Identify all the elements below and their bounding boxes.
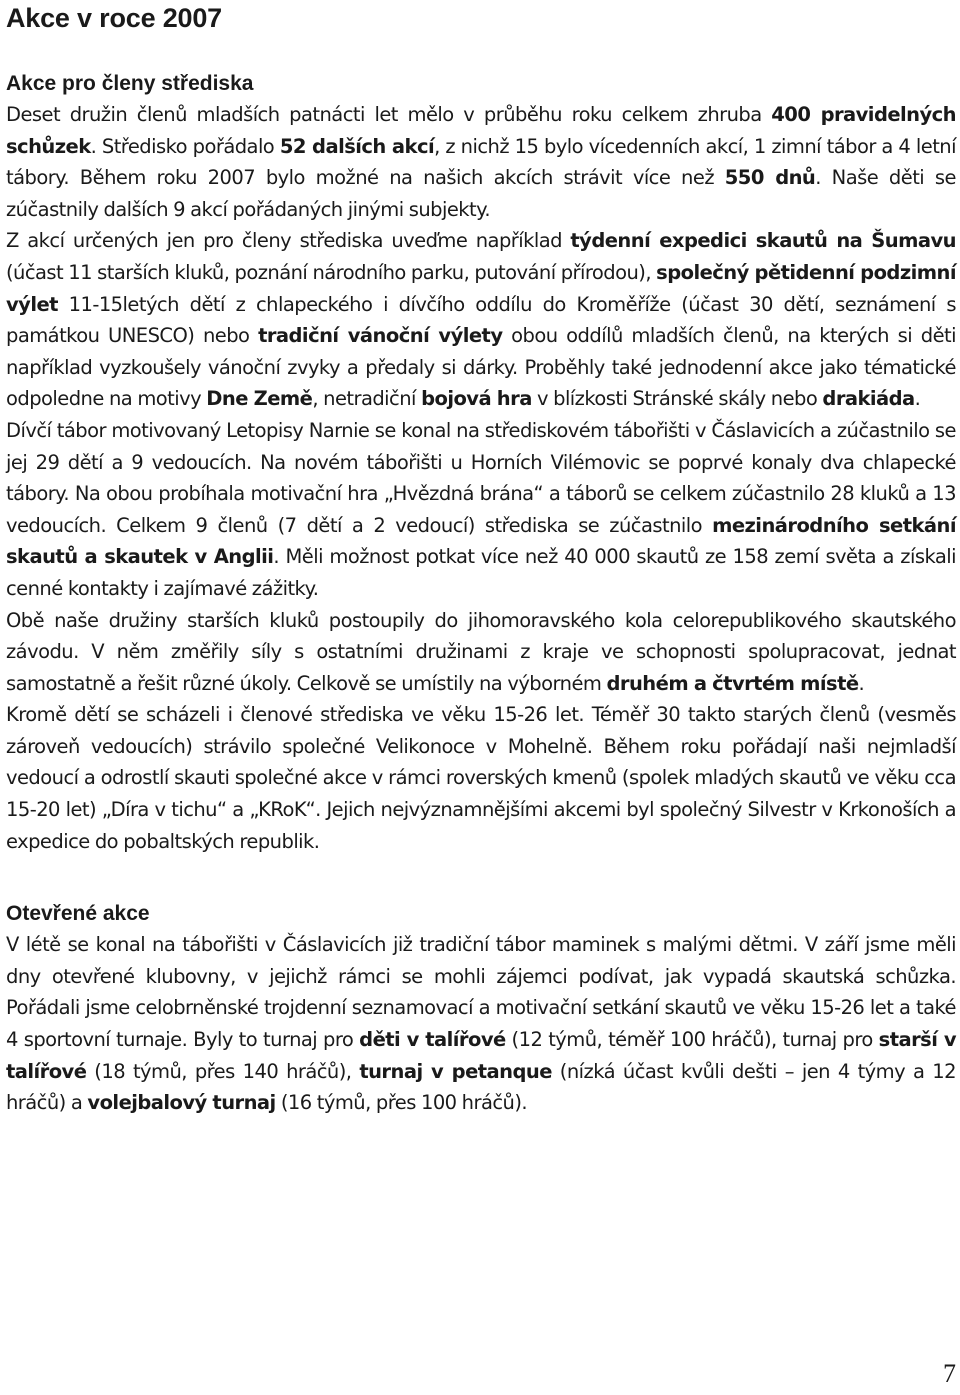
section-heading-open-events: Otevřené akce <box>6 902 150 926</box>
emphasis-text: drakiáda <box>822 387 915 411</box>
text-run: . <box>858 671 865 695</box>
text-run: , z nichž 15 bylo vícedenních akcí, 1 zimní tábor a 4 letní tábory. Během roku 2007 bylo možné na našich akcích strávit více než <box>6 134 956 190</box>
emphasis-text: tradiční vánoční výlety <box>258 324 503 348</box>
text-run: . Měli možnost potkat více než 40 000 skautů ze 158 zemí světa a získali cenné kontakty i zajímavé zážitky. <box>6 545 956 600</box>
text-run: Deset družin členů mladších patnácti let mělo v průběhu roku celkem zhruba <box>6 103 772 126</box>
paragraph <box>6 699 956 857</box>
text-run: (12 týmů, téměř 100 hráčů), turnaj pro <box>505 1028 879 1052</box>
emphasis-text: druhém a čtvrtém místě <box>606 671 859 695</box>
text-run: (18 týmů, přes 140 hráčů), <box>86 1059 360 1083</box>
emphasis-text: mezinárodního setkání skautů a skautek v Anglii <box>6 513 956 569</box>
emphasis-text: týdenní expedici skautů na Šumavu <box>570 229 956 253</box>
emphasis-text: volejbalový turnaj <box>87 1091 276 1115</box>
section-heading-members: Akce pro členy střediska <box>6 72 254 95</box>
text-run: . <box>914 387 921 411</box>
emphasis-text: bojová hra <box>421 387 532 411</box>
page-number: 7 <box>943 1359 956 1388</box>
emphasis-text: 400 pravidelných schůzek <box>6 103 956 158</box>
paragraph <box>6 99 956 225</box>
text-run: Kromě dětí se scházeli i členové střediska ve věku 15-26 let. Téměř 30 takto starých členů (vesměs zároveň vedoucích) strávilo společné Velikonoce v Mohelně. Během roku pořádají naši nejmladší vedoucí a odrostlí skauti společné akce v rámci roverských kmenů (spolek mladých skautů ve věku cca 15-20 let) „Díra v tichu“ a „KRoK“. Jejich nejvýznamnějšími akcemi byl společný Silvestr v Krkonoších a expedice do pobaltských republik. <box>6 703 956 853</box>
paragraph <box>6 225 956 415</box>
emphasis-text: společný pětidenní podzimní výlet <box>6 260 956 316</box>
text-run: Obě naše družiny starších kluků postoupily do jihomoravského kola celorepublikového skautského závodu. V něm změřily síly s ostatními družinami z kraje ve schopnosti spolupracovat, jednat samostatně a řešit různé úkoly. Celkově se umístily na výborném <box>6 608 956 695</box>
document-page <box>6 0 956 1119</box>
text-run: (16 týmů, přes 100 hráčů). <box>275 1091 528 1115</box>
text-run: Z akcí určených jen pro členy střediska uveďme například <box>6 229 571 253</box>
text-run: obou oddílů mladších členů, na kterých si děti například vyzkoušely vánoční zvyky a předaly si dárky. Proběhly také jednodenní akce jako tématické odpoledne na motivy <box>6 324 956 411</box>
text-run: . Středisko pořádalo <box>90 134 280 158</box>
text-run: (nízká účast kvůli dešti – jen 4 týmy a 12 hráčů) a <box>6 1059 956 1115</box>
emphasis-text: starší v talířové <box>6 1028 956 1083</box>
text-run: (účast 11 starších kluků, poznání národního parku, putování přírodou), <box>6 260 657 284</box>
emphasis-text: děti v talířové <box>359 1028 506 1052</box>
paragraph <box>6 929 956 1119</box>
text-run: , netradiční <box>312 387 422 411</box>
text-run: v blízkosti Stránské skály nebo <box>531 387 823 411</box>
emphasis-text: turnaj v petanque <box>359 1059 552 1083</box>
paragraph <box>6 415 956 605</box>
text-run: Dívčí tábor motivovaný Letopisy Narnie se konal na střediskovém tábořišti v Čáslavicích a zúčastnilo se jej 29 dětí a 9 vedoucích. Na novém tábořišti u Horních Vilémovic se poprvé konaly dva chlapecké tábory. Na obou probíhala motivační hra „Hvězdná brána“ a táborů se celkem zúčastnilo 28 kluků a 13 vedoucích. Celkem 9 členů (7 dětí a 2 vedoucí) střediska se zúčastnilo <box>6 418 956 537</box>
emphasis-text: Dne Země <box>206 387 313 411</box>
text-run: V létě se konal na tábořišti v Čáslavicích již tradiční tábor maminek s malými dětmi. V září jsme měli dny otevřené klubovny, v jejichž rámci se mohli zájemci podívat, jak vypadá skautská schůzka. Pořádali jsme celobrněnské trojdenní seznamovací a motivační setkání skautů ve věku 15-26 let a také 4 sportovní turnaje. Byly to turnaj pro <box>6 933 956 1052</box>
text-run: . Naše děti se zúčastnily dalších 9 akcí pořádaných jinými subjekty. <box>6 166 956 221</box>
emphasis-text: 52 dalších akcí <box>279 134 435 158</box>
text-run: 11-15letých dětí z chlapeckého i dívčího oddílu do Kroměříže (účast 30 dětí, seznámení s památkou UNESCO) nebo <box>6 292 956 348</box>
paragraph <box>6 605 956 700</box>
page-title: Akce v roce 2007 <box>6 3 222 33</box>
emphasis-text: 550 dnů <box>724 166 816 190</box>
